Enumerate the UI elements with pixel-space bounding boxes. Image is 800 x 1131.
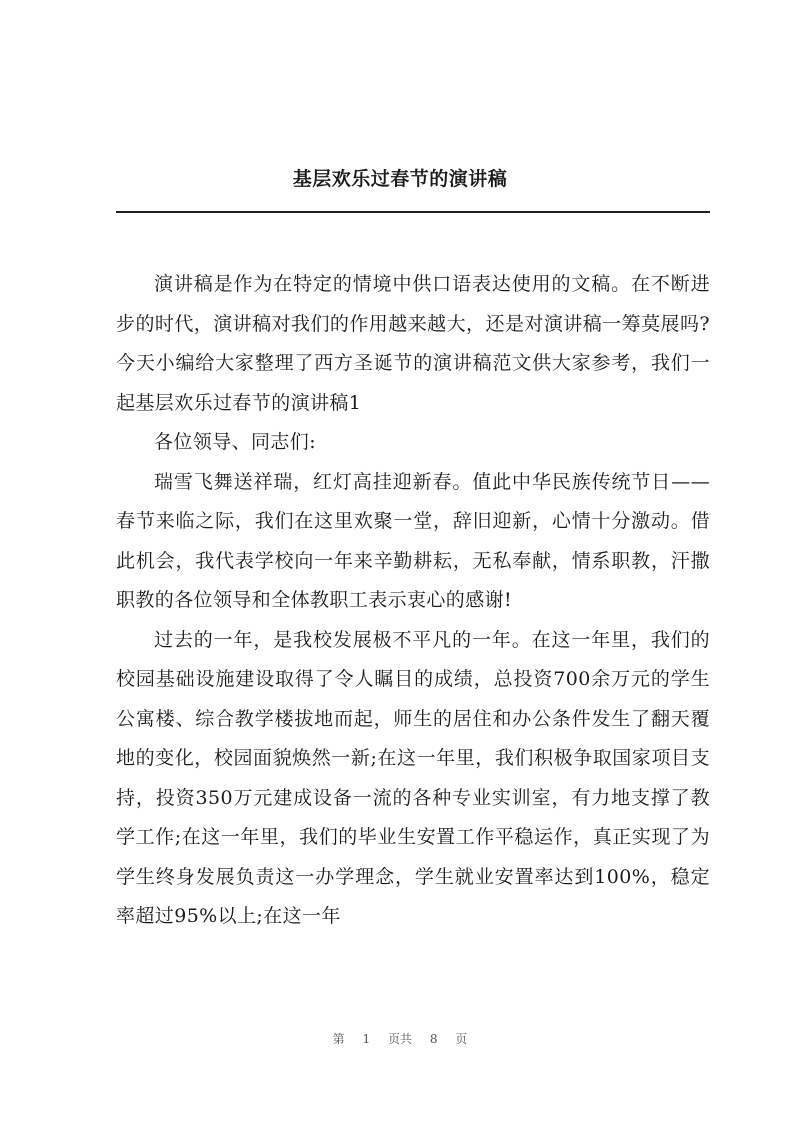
page-footer (0, 1031, 800, 1047)
paragraph-greeting: 瑞雪飞舞送祥瑞，红灯高挂迎新春。值此中华民族传统节日——春节来临之际，我们在这里欢聚一堂，辞旧迎新，心情十分激动。借此机会，我代表学校向一年来辛勤耕耘，无私奉献，情系职教，汗撒职教的各位领导和全体教职工表示衷心的感谢! (116, 470, 710, 611)
document-title: 基层欢乐过春节的演讲稿 (292, 168, 508, 190)
document-body (116, 265, 710, 937)
paragraph-salutation: 各位领导、同志们: (154, 431, 317, 453)
paragraph-review: 过去的一年，是我校发展极不平凡的一年。在这一年里，我们的校园基础设施建设取得了令人瞩目的成绩，总投资700余万元的学生公寓楼、综合教学楼拔地而起，师生的居住和办公条件发生了翻天覆地的变化，校园面貌焕然一新;在这一年里，我们积极争取国家项目支持，投资350万元建成设备一流的各种专业实训室，有力地支撑了教学工作;在这一年里，我们的毕业生安置工作平稳运作，真正实现了为学生终身发展负责这一办学理念，学生就业安置率达到100%，稳定率超过95%以上;在这一年 (116, 628, 710, 927)
title-divider (116, 211, 710, 213)
footer-total-pages: 8 (429, 1032, 438, 1046)
footer-page-number: 1 (362, 1032, 371, 1046)
footer-suffix: 页 (455, 1032, 468, 1046)
paragraph-intro: 演讲稿是作为在特定的情境中供口语表达使用的文稿。在不断进步的时代，演讲稿对我们的作用越来越大，还是对演讲稿一筹莫展吗?今天小编给大家整理了西方圣诞节的演讲稿范文供大家参考，我们一起基层欢乐过春节的演讲稿1 (116, 273, 710, 414)
footer-prefix: 第 (332, 1032, 345, 1046)
footer-middle: 页共 (387, 1032, 412, 1046)
